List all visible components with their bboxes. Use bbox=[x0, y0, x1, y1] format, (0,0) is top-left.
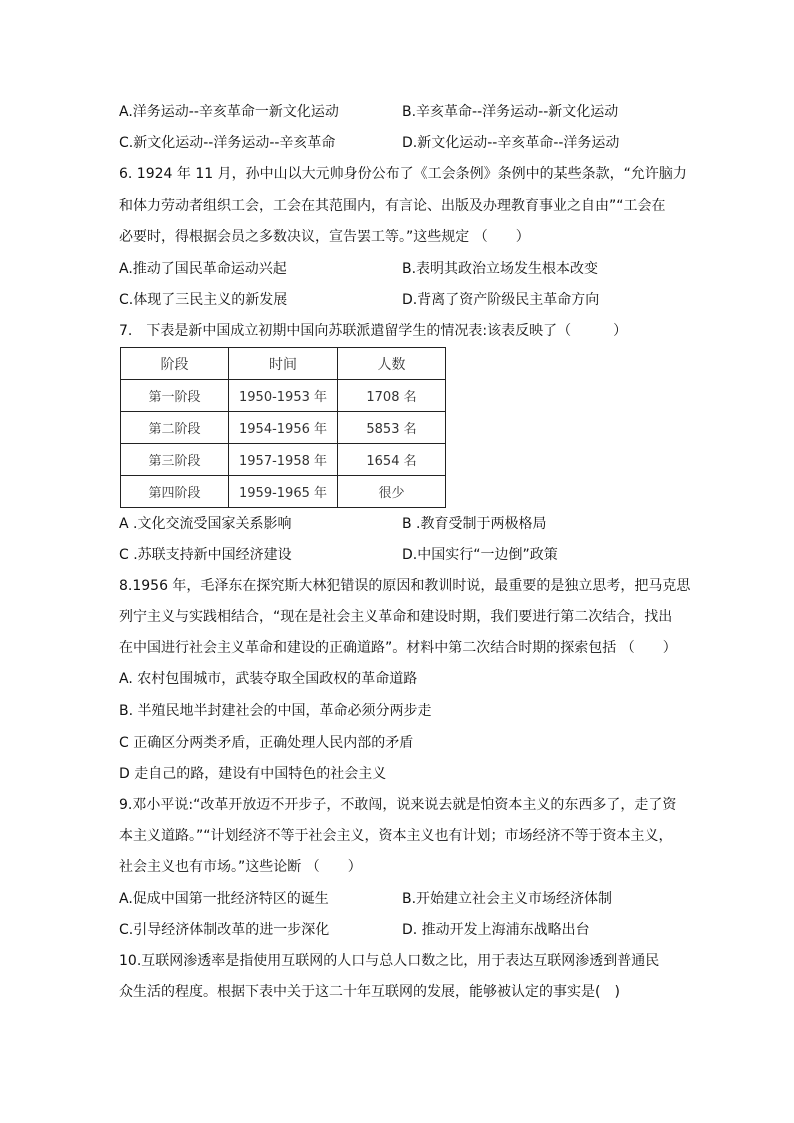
table-cell: 1954-1956 年 bbox=[229, 412, 338, 444]
q8-stem-line-2: 列宁主义与实践相结合，“现在是社会主义革命和建设时期，我们要进行第二次结合，找出 bbox=[119, 609, 673, 625]
table-header-row bbox=[121, 348, 446, 380]
q5-option-a[interactable]: A.洋务运动--辛亥革命一新文化运动 bbox=[119, 104, 339, 120]
table-row bbox=[121, 412, 446, 444]
table-row bbox=[121, 476, 446, 508]
q9-stem-line-2: 本主义道路。”“计划经济不等于社会主义，资本主义也有计划；市场经济不等于资本主义， bbox=[119, 828, 673, 844]
q7-option-d[interactable]: D.中国实行“一边倒”政策 bbox=[402, 547, 558, 563]
q8-option-a[interactable]: A. 农村包围城市，武装夺取全国政权的革命道路 bbox=[119, 671, 418, 687]
q9-stem-line-1: 9.邓小平说:“改革开放迈不开步子，不敢闯，说来说去就是怕资本主义的东西多了，走了资 bbox=[119, 797, 677, 813]
q8-stem-line-3: 在中国进行社会主义革命和建设的正确道路”。材料中第二次结合时期的探索包括 （ ） bbox=[119, 640, 677, 656]
q9-option-a[interactable]: A.促成中国第一批经济特区的诞生 bbox=[119, 891, 329, 907]
q6-option-c[interactable]: C.体现了三民主义的新发展 bbox=[119, 292, 288, 308]
q7-option-a[interactable]: A .文化交流受国家关系影响 bbox=[119, 516, 292, 532]
table-cell: 5853 名 bbox=[338, 412, 446, 444]
table-header-cell: 阶段 bbox=[121, 348, 229, 380]
table-cell: 1959-1965 年 bbox=[229, 476, 338, 508]
q5-option-c[interactable]: C.新文化运动--洋务运动--辛亥革命 bbox=[119, 135, 336, 151]
table-cell: 1708 名 bbox=[338, 380, 446, 412]
table-cell: 第一阶段 bbox=[121, 380, 229, 412]
table-header-cell: 时间 bbox=[229, 348, 338, 380]
q8-stem-line-1: 8.1956 年，毛泽东在探究斯大林犯错误的原因和教训时说，最重要的是独立思考，把马克思 bbox=[119, 578, 691, 594]
q6-stem-line-1: 6. 1924 年 11 月，孙中山以大元帅身份公布了《工会条例》条例中的某些条款，“允许脑力 bbox=[119, 166, 687, 182]
table-cell: 很少 bbox=[338, 476, 446, 508]
q8-option-c[interactable]: C 正确区分两类矛盾，正确处理人民内部的矛盾 bbox=[119, 735, 414, 751]
q9-option-d[interactable]: D. 推动开发上海浦东战略出台 bbox=[402, 922, 590, 938]
q8-option-d[interactable]: D 走自己的路，建设有中国特色的社会主义 bbox=[119, 766, 387, 782]
q9-option-b[interactable]: B.开始建立社会主义市场经济体制 bbox=[402, 891, 613, 907]
table-header-cell: 人数 bbox=[338, 348, 446, 380]
table-row bbox=[121, 444, 446, 476]
table-cell: 1654 名 bbox=[338, 444, 446, 476]
q5-option-b[interactable]: B.辛亥革命--洋务运动--新文化运动 bbox=[402, 104, 619, 120]
students-table bbox=[120, 347, 446, 508]
q10-stem-line-1: 10.互联网渗透率是指使用互联网的人口与总人口数之比，用于表达互联网渗透到普通民 bbox=[119, 953, 660, 969]
q6-stem-line-2: 和体力劳动者组织工会，工会在其范围内，有言论、出版及办理教育事业之自由”“工会在 bbox=[119, 198, 666, 214]
q10-stem-line-2: 众生活的程度。根据下表中关于这二十年互联网的发展，能够被认定的事实是( ) bbox=[119, 984, 620, 1000]
q7-option-b[interactable]: B .教育受制于两极格局 bbox=[402, 516, 547, 532]
q6-option-a[interactable]: A.推动了国民革命运动兴起 bbox=[119, 261, 287, 277]
q7-option-c[interactable]: C .苏联支持新中国经济建设 bbox=[119, 547, 292, 563]
table-cell: 第二阶段 bbox=[121, 412, 229, 444]
q7-stem: 7. 下表是新中国成立初期中国向苏联派遣留学生的情况表:该表反映了（ ） bbox=[119, 323, 628, 339]
table-cell: 第三阶段 bbox=[121, 444, 229, 476]
q6-option-d[interactable]: D.背离了资产阶级民主革命方向 bbox=[402, 292, 600, 308]
q6-stem-line-3: 必要时，得根据会员之多数决议，宣告罢工等。”这些规定 （ ） bbox=[119, 229, 530, 245]
q9-option-c[interactable]: C.引导经济体制改革的进一步深化 bbox=[119, 922, 330, 938]
q6-option-b[interactable]: B.表明其政治立场发生根本改变 bbox=[402, 261, 599, 277]
table-cell: 第四阶段 bbox=[121, 476, 229, 508]
q8-option-b[interactable]: B. 半殖民地半封建社会的中国，革命必须分两步走 bbox=[119, 703, 432, 719]
q9-stem-line-3: 社会主义也有市场。”这些论断 （ ） bbox=[119, 859, 362, 875]
table-cell: 1957-1958 年 bbox=[229, 444, 338, 476]
table-cell: 1950-1953 年 bbox=[229, 380, 338, 412]
q5-option-d[interactable]: D.新文化运动--辛亥革命--洋务运动 bbox=[402, 135, 620, 151]
table-row bbox=[121, 380, 446, 412]
